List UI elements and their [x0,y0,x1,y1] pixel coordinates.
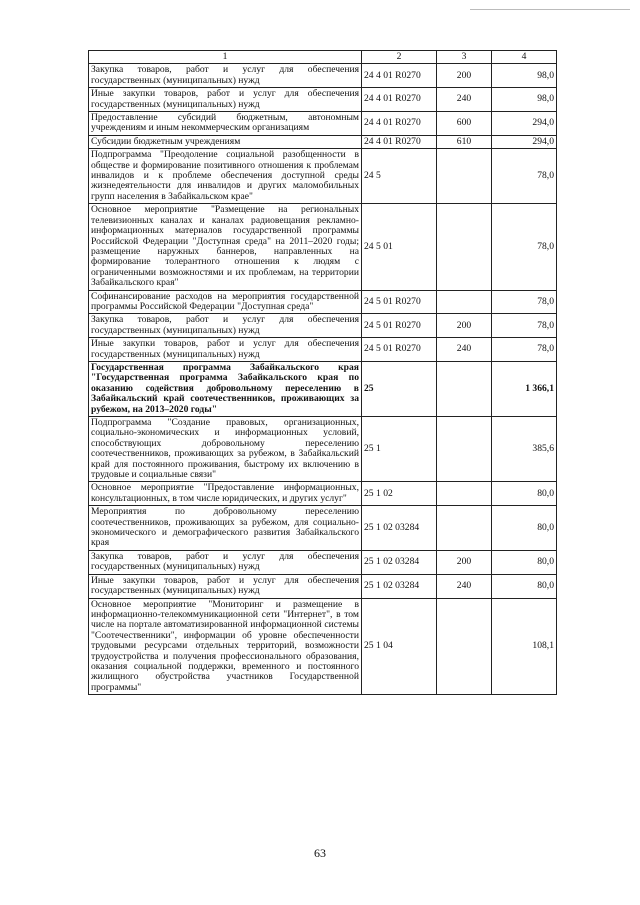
row-amount-cell: 78,0 [492,149,557,204]
row-type-cell: 610 [437,135,492,148]
row-name-cell: Подпрограмма "Преодоление социальной разобщенности в обществе и формирование позитивного отношения к проблемам инвалидов и к проблеме обеспечения доступной среды жизнедеятельности для инвалидов и других маломобильных групп населения в Забайкальском крае" [89,149,362,204]
row-name-cell: Основное мероприятие "Мониторинг и размещение в информационно-телекоммуникационной сети "Интернет", в том числе на портале автоматизированной информационной системы "Соотечественники", информации об уровне обеспеченности трудовыми ресурсами отдельных территорий, возможности трудоустройства и получения профессионального образования, оказания социальной поддержки, временного и постоянного жилищного обустройства участников Государственной программы" [89,598,362,695]
row-amount-cell: 294,0 [492,135,557,148]
row-code-cell: 25 1 02 [362,482,437,506]
row-amount-cell: 98,0 [492,88,557,112]
table-row [89,149,557,204]
table-row [89,598,557,695]
row-name-cell: Предоставление субсидий бюджетным, автономным учреждениям и иным некоммерческим организациям [89,112,362,136]
row-amount-cell: 80,0 [492,482,557,506]
table-row [89,290,557,314]
row-code-cell: 24 4 01 R0270 [362,64,437,88]
row-amount-cell: 80,0 [492,506,557,551]
table-row [89,88,557,112]
row-name-cell: Основное мероприятие "Размещение на региональных телевизионных каналах и каналах радиовещания рекламно-информационных материалов государственной программы Российской Федерации "Доступная среда" на 2011–2020 годы; размещение наружных баннеров, направленных на формирование толерантного отношения к людям с ограниченными возможностями и их проблемам, на территории Забайкальского края" [89,204,362,290]
row-type-cell [437,290,492,314]
table-row [89,550,557,574]
row-name-cell: Иные закупки товаров, работ и услуг для обеспечения государственных (муниципальных) нужд [89,338,362,362]
row-code-cell: 24 5 01 R0270 [362,314,437,338]
row-code-cell: 25 1 02 03284 [362,550,437,574]
table-row [89,135,557,148]
row-type-cell [437,482,492,506]
row-type-cell: 240 [437,574,492,598]
row-type-cell [437,361,492,416]
row-code-cell: 24 5 [362,149,437,204]
row-name-cell: Закупка товаров, работ и услуг для обеспечения государственных (муниципальных) нужд [89,64,362,88]
row-name-cell: Закупка товаров, работ и услуг для обеспечения государственных (муниципальных) нужд [89,550,362,574]
table-row [89,338,557,362]
row-amount-cell: 80,0 [492,574,557,598]
row-name-cell: Государственная программа Забайкальского края "Государственная программа Забайкальского края по оказанию содействия добровольному переселению в Забайкальский край соотечественников, проживающих за рубежом, на 2013–2020 годы" [89,361,362,416]
row-name-cell: Иные закупки товаров, работ и услуг для обеспечения государственных (муниципальных) нужд [89,88,362,112]
row-code-cell: 24 5 01 R0270 [362,338,437,362]
row-code-cell: 25 1 02 03284 [362,506,437,551]
row-code-cell: 24 5 01 R0270 [362,290,437,314]
row-name-cell: Иные закупки товаров, работ и услуг для обеспечения государственных (муниципальных) нужд [89,574,362,598]
table-row [89,204,557,290]
row-code-cell: 25 1 [362,417,437,482]
row-type-cell [437,204,492,290]
row-type-cell [437,598,492,695]
row-amount-cell: 80,0 [492,550,557,574]
row-type-cell: 200 [437,550,492,574]
budget-table-body [89,51,557,695]
row-name-cell: Мероприятия по добровольному переселению соотечественников, проживающих за рубежом, для социально-экономического и демографического развития Забайкальского края [89,506,362,551]
row-amount-cell: 78,0 [492,204,557,290]
header-row [89,51,557,64]
row-type-cell [437,417,492,482]
row-name-cell: Субсидии бюджетным учреждениям [89,135,362,148]
row-code-cell: 24 4 01 R0270 [362,112,437,136]
header-col-3: 3 [437,51,492,64]
row-name-cell: Софинансирование расходов на мероприятия государственной программы Российской Федерации "Доступная среда" [89,290,362,314]
header-col-2: 2 [362,51,437,64]
table-row [89,482,557,506]
row-code-cell: 25 1 04 [362,598,437,695]
budget-table [88,50,557,695]
row-amount-cell: 294,0 [492,112,557,136]
row-amount-cell: 98,0 [492,64,557,88]
row-amount-cell: 78,0 [492,314,557,338]
row-name-cell: Подпрограмма "Создание правовых, организационных, социально-экономических и информационных условий, способствующих добровольному переселению соотечественников, проживающих за рубежом, в Забайкальский край для постоянного проживания, быстрому их включению в трудовые и социальные связи" [89,417,362,482]
row-code-cell: 25 1 02 03284 [362,574,437,598]
row-type-cell: 200 [437,314,492,338]
row-amount-cell: 1 366,1 [492,361,557,416]
row-type-cell: 600 [437,112,492,136]
table-row [89,506,557,551]
row-type-cell: 240 [437,338,492,362]
table-row [89,64,557,88]
row-name-cell: Закупка товаров, работ и услуг для обеспечения государственных (муниципальных) нужд [89,314,362,338]
row-code-cell: 25 [362,361,437,416]
header-col-1: 1 [89,51,362,64]
scan-edge-line [470,9,630,10]
row-type-cell [437,506,492,551]
table-row [89,314,557,338]
row-code-cell: 24 4 01 R0270 [362,88,437,112]
page-number: 63 [314,846,326,860]
row-amount-cell: 78,0 [492,290,557,314]
table-row [89,417,557,482]
row-name-cell: Основное мероприятие "Предоставление информационных, консультационных, в том числе юридических, и других услуг" [89,482,362,506]
row-code-cell: 24 4 01 R0270 [362,135,437,148]
row-amount-cell: 108,1 [492,598,557,695]
table-row [89,574,557,598]
row-amount-cell: 385,6 [492,417,557,482]
row-type-cell: 240 [437,88,492,112]
row-type-cell: 200 [437,64,492,88]
table-row [89,361,557,416]
row-code-cell: 24 5 01 [362,204,437,290]
row-type-cell [437,149,492,204]
header-col-4: 4 [492,51,557,64]
table-row [89,112,557,136]
row-amount-cell: 78,0 [492,338,557,362]
